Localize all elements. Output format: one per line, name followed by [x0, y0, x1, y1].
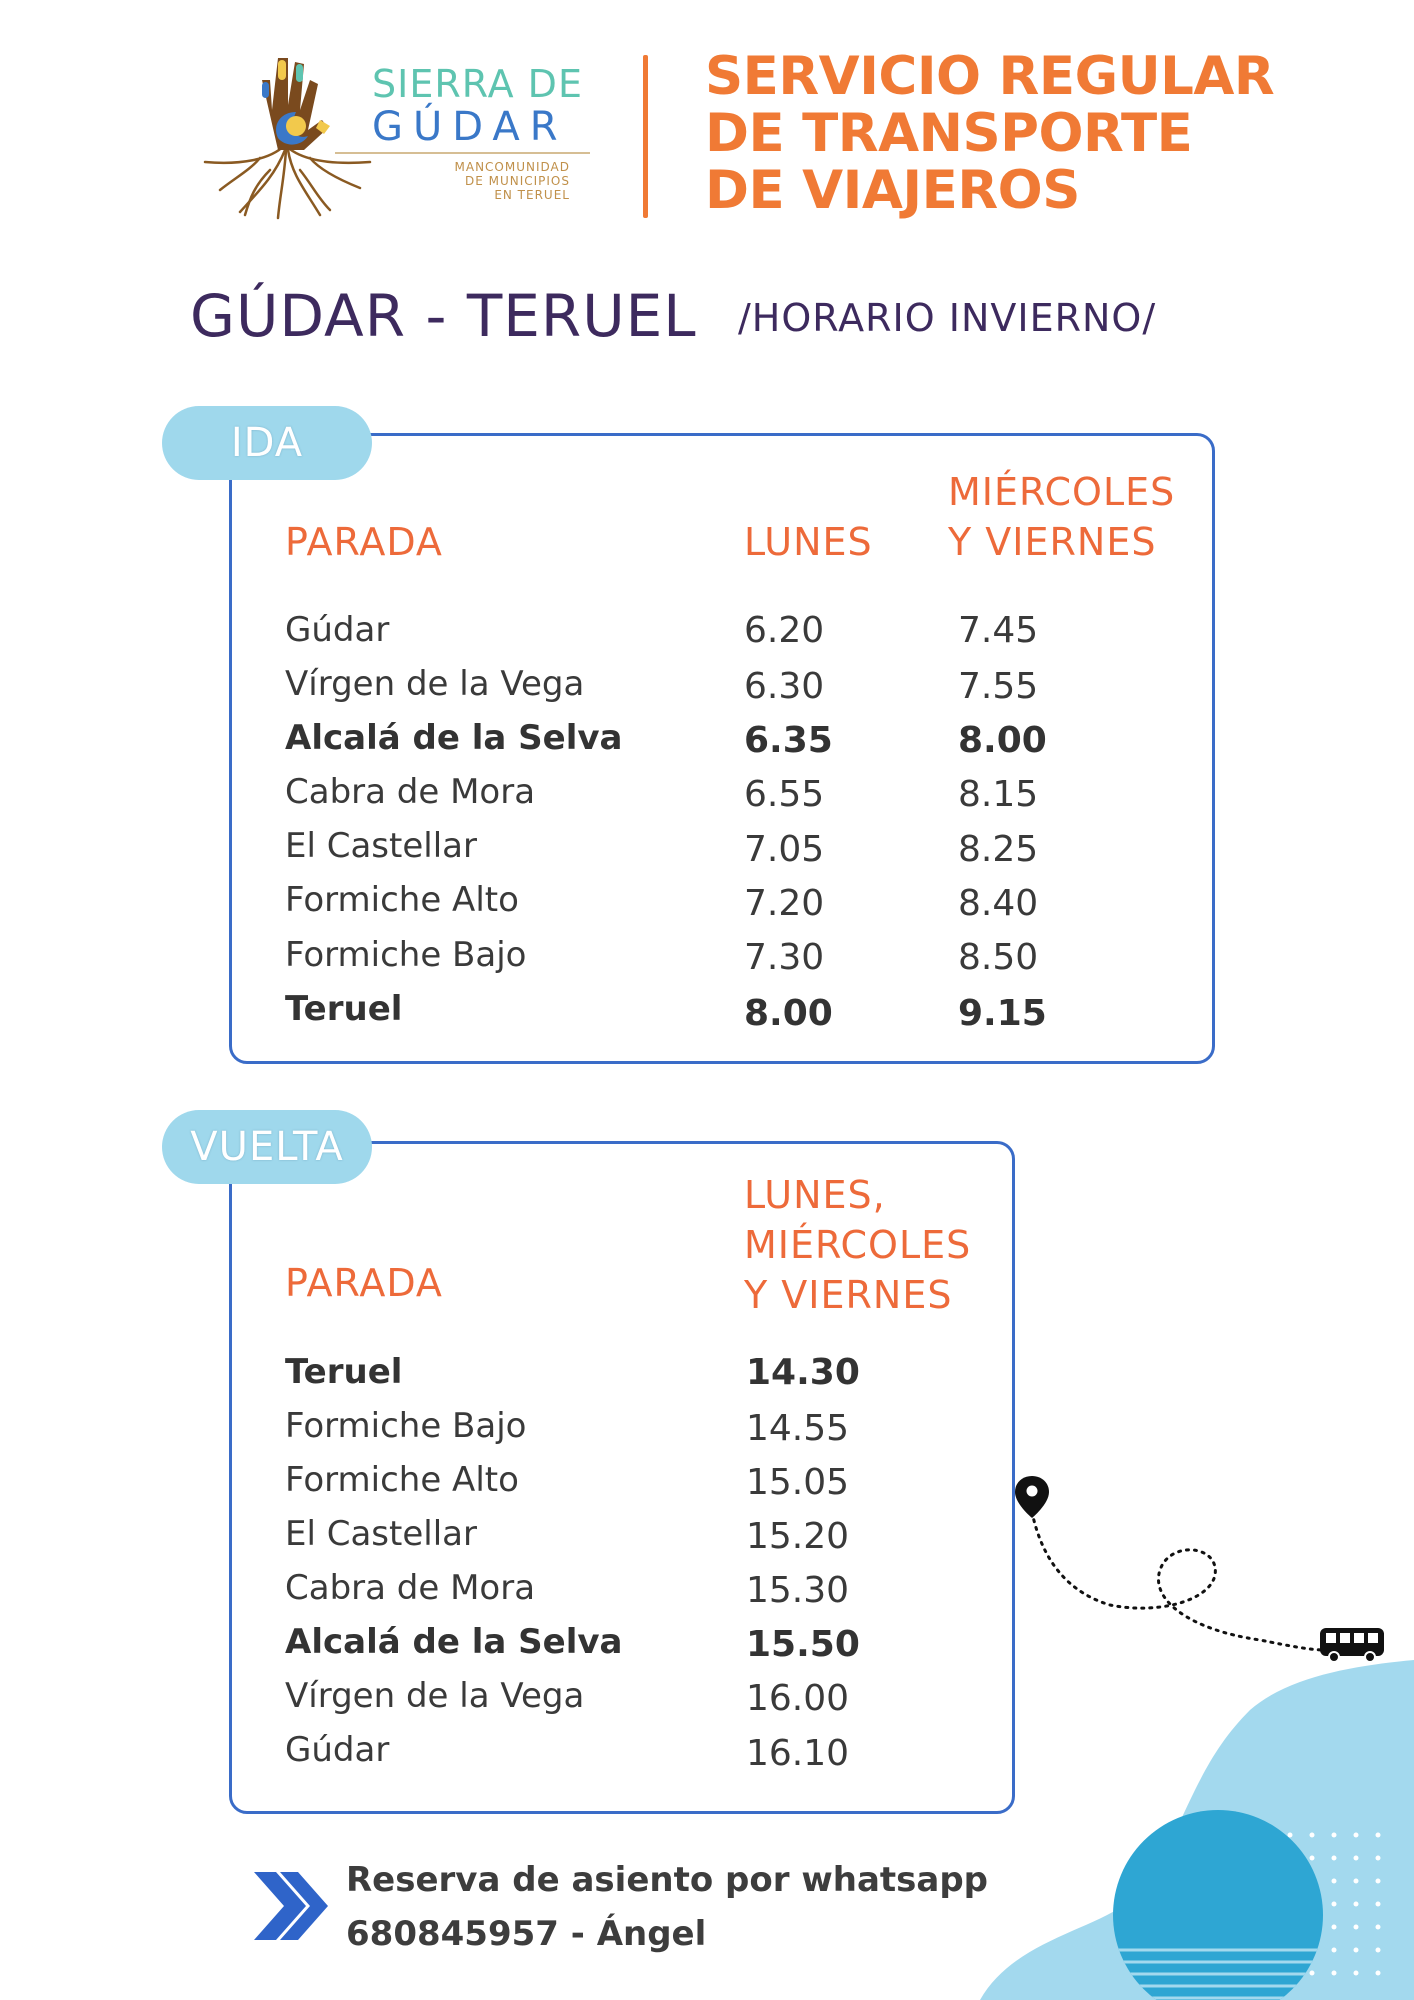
vuelta-stop: Cabra de Mora	[285, 1568, 536, 1608]
vuelta-stop: Gúdar	[285, 1730, 390, 1770]
double-chevron-right-icon	[250, 1866, 330, 1946]
whatsapp-reservation-text: Reserva de asiento por whatsapp	[346, 1860, 988, 1900]
bus-icon	[1320, 1628, 1384, 1662]
whatsapp-contact-number[interactable]: 680845957 - Ángel	[346, 1914, 707, 1954]
vuelta-time: 15.20	[746, 1516, 850, 1557]
ida-header-lunes: LUNES	[744, 520, 873, 564]
season-label: /HORARIO INVIERNO/	[738, 296, 1157, 340]
logo-subtitle	[420, 160, 570, 202]
ida-time-mier-vier: 8.00	[958, 720, 1047, 761]
vuelta-label: VUELTA	[162, 1110, 372, 1184]
bus-route-decoration	[960, 1460, 1414, 2000]
ida-time-mier-vier: 7.45	[958, 610, 1039, 651]
service-title-line: SERVICIO REGULAR	[705, 46, 1275, 107]
vuelta-stop: Vírgen de la Vega	[285, 1676, 585, 1716]
map-pin-icon	[1015, 1476, 1049, 1518]
ida-time-mier-vier: 7.55	[958, 666, 1039, 707]
ida-header-parada: PARADA	[285, 520, 443, 564]
logo-text-sierra-de: SIERRA DE	[372, 62, 583, 106]
vuelta-header-parada: PARADA	[285, 1261, 443, 1305]
dotted-route-path	[1032, 1512, 1325, 1650]
ida-time-mier-vier: 8.15	[958, 774, 1039, 815]
vuelta-time: 16.00	[746, 1678, 850, 1719]
vuelta-time: 15.30	[746, 1570, 850, 1611]
route-title: GÚDAR - TERUEL	[190, 282, 697, 350]
service-title-line: DE TRANSPORTE	[705, 103, 1193, 164]
ida-stop: Alcalá de la Selva	[285, 718, 623, 758]
service-title	[705, 48, 1274, 219]
ida-time-lunes: 6.20	[744, 610, 825, 651]
vuelta-time: 14.30	[746, 1352, 860, 1393]
ida-stop: Cabra de Mora	[285, 772, 536, 812]
vuelta-stop: Formiche Alto	[285, 1460, 519, 1500]
ida-time-lunes: 6.55	[744, 774, 825, 815]
ida-header-line: Y VIERNES	[948, 520, 1157, 564]
ida-time-mier-vier: 8.40	[958, 883, 1039, 924]
ida-time-lunes: 7.05	[744, 829, 825, 870]
ida-stop: Gúdar	[285, 610, 390, 650]
ida-time-lunes: 8.00	[744, 993, 833, 1034]
service-title-line: DE VIAJEROS	[705, 160, 1080, 221]
vuelta-time: 16.10	[746, 1733, 850, 1774]
logo-text-gudar: GÚDAR	[372, 104, 568, 150]
vuelta-stop: Alcalá de la Selva	[285, 1622, 623, 1662]
vuelta-header-line: LUNES,	[744, 1173, 886, 1217]
ida-stop: Teruel	[285, 989, 403, 1029]
ida-time-lunes: 7.30	[744, 937, 825, 978]
ida-header-line: MIÉRCOLES	[948, 470, 1176, 514]
ida-header-miercoles-viernes	[948, 467, 1175, 567]
ida-stop: Formiche Bajo	[285, 935, 527, 975]
ida-label: IDA	[162, 406, 372, 480]
ida-time-mier-vier: 9.15	[958, 993, 1047, 1034]
ida-time-lunes: 7.20	[744, 883, 825, 924]
vuelta-stop: Teruel	[285, 1352, 403, 1392]
vuelta-header-days	[744, 1170, 971, 1320]
logo-subtitle-line: DE MUNICIPIOS	[464, 174, 570, 188]
vuelta-time: 15.05	[746, 1462, 850, 1503]
vuelta-stop: El Castellar	[285, 1514, 477, 1554]
ida-time-mier-vier: 8.50	[958, 937, 1039, 978]
vuelta-time: 14.55	[746, 1408, 850, 1449]
ida-time-lunes: 6.35	[744, 720, 833, 761]
ida-time-lunes: 6.30	[744, 666, 825, 707]
header-divider	[643, 55, 648, 218]
ida-stop: Formiche Alto	[285, 880, 519, 920]
vuelta-stop: Formiche Bajo	[285, 1406, 527, 1446]
logo-subtitle-line: EN TERUEL	[494, 188, 570, 202]
vuelta-header-line: MIÉRCOLES	[744, 1223, 972, 1267]
vuelta-time: 15.50	[746, 1624, 860, 1665]
ida-time-mier-vier: 8.25	[958, 829, 1039, 870]
vuelta-header-line: Y VIERNES	[744, 1273, 953, 1317]
ida-stop: Vírgen de la Vega	[285, 664, 585, 704]
ida-stop: El Castellar	[285, 826, 477, 866]
logo-subtitle-line: MANCOMUNIDAD	[454, 160, 570, 174]
